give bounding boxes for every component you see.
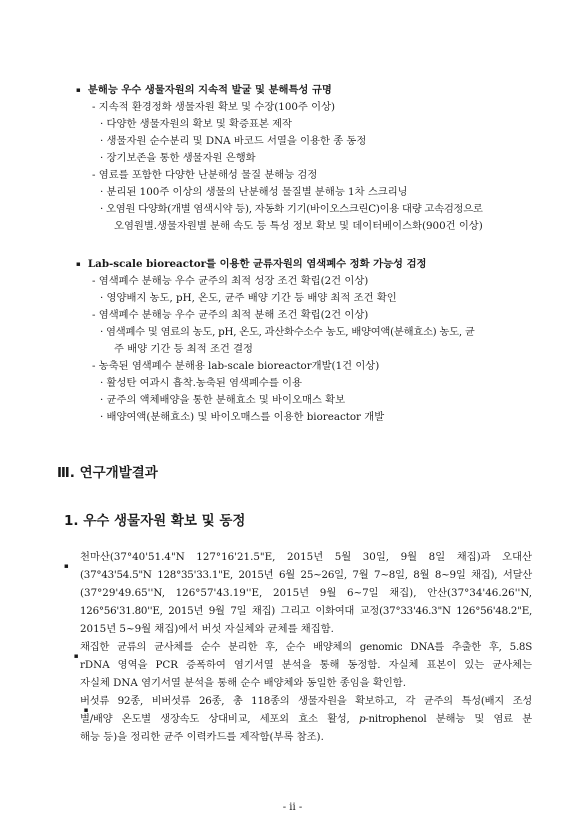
text-line: 자실체 DNA 염기서열 분석을 통해 순수 배양체와 동일한 종임을 확인함. (80, 677, 406, 689)
text-line: · 장기보존을 통한 생물자원 은행화 (100, 152, 256, 164)
text-line: · 영양배지 농도, pH, 온도, 균주 배양 기간 등 배양 최적 조건 확인 (100, 292, 397, 304)
square-bullet-icon: ▪ (73, 652, 79, 660)
text-line: · 다양한 생물자원의 확보 및 확증표본 제작 (100, 118, 293, 130)
text-line: - 농축된 염색폐수 분해용 lab-scale bioreactor개발(1건 이상) (92, 360, 380, 372)
text-line: · 분리된 100주 이상의 생물의 난분해성 물질별 분해능 1차 스크리닝 (100, 186, 408, 198)
text-line: 채집한 균류의 균사체를 순수 분리한 후, 순수 배양체의 genomic DNA를 추출한 후, 5.8S (80, 641, 532, 653)
square-bullet-icon: ▪ (83, 706, 89, 714)
section1-title: 분해능 우수 생물자원의 지속적 발굴 및 분해특성 규명 (87, 84, 332, 96)
subsection-title: 1. 우수 생물자원 확보 및 동정 (64, 513, 246, 529)
text-line: - 염색폐수 분해능 우수 균주의 최적 분해 조건 확립(2건 이상) (92, 309, 369, 321)
text-line: - 지속적 환경정화 생물자원 확보 및 수장(100주 이상) (92, 101, 336, 113)
square-bullet-icon: ▪ (64, 562, 69, 570)
text-line: rDNA 영역을 PCR 증폭하여 염기서열 분석을 통해 동정함. 자실체 표본이 있는 균사체는 (80, 659, 532, 671)
text-line: 해능 등)을 정리한 균주 이력카드를 제작함(부록 참조). (80, 731, 324, 743)
text-line: 천마산(37°40'51.4"N 127°16'21.5"E, 2015년 5월 30일, 9월 8일 채집)과 오대산 (80, 551, 532, 563)
text-line: · 배양여액(분해효소) 및 바이오매스를 이용한 bioreactor 개발 (100, 411, 385, 423)
text-line: (37°29'49.65''N, 126°57'43.19''E, 2015년 9월 6~7일 채집), 안산(37°34'46.26''N, (80, 587, 532, 599)
section1-heading (76, 84, 332, 97)
text-line: · 균주의 액체배양을 통한 분해효소 및 바이오매스 확보 (100, 394, 346, 406)
text-line: 버섯류 92종, 비버섯류 26종, 총 118종의 생물자원을 확보하고, 각 균주의 특성(배지 조성 (80, 695, 532, 707)
section2-heading (76, 258, 426, 271)
text-line: · 오염원 다양화(개별 염색시약 등), 자동화 기기(바이오스크린C)이용 대량 고속검정으로 (100, 203, 483, 215)
chapter-title: Ⅲ. 연구개발결과 (57, 465, 158, 481)
page-number: - ii - (282, 802, 303, 813)
text-line: - 염색폐수 분해능 우수 균주의 최적 성장 조건 확립(2건 이상) (92, 275, 369, 287)
text-line: 2015년 5~9월 채집)에서 버섯 자실체와 균체를 채집함. (80, 623, 334, 635)
text-line: 주 배양 기간 등 최적 조건 결정 (114, 343, 253, 355)
text-line: 126°56'31.80''E, 2015년 9월 7일 채집) 그리고 이화여대 교정(37°33'46.3"N 126°56'48.2"E, (80, 605, 532, 617)
square-bullet-icon: ▪ (76, 85, 81, 94)
text-line: - 염료를 포함한 다양한 난분해성 물질 분해능 검정 (92, 169, 318, 181)
square-bullet-icon: ▪ (76, 259, 81, 268)
text-line: · 염색폐수 및 염료의 농도, pH, 온도, 과산화수소수 농도, 배양여액(분해효소) 농도, 균 (100, 326, 475, 338)
text-line: (37°43'54.5"N 128°35'33.1"E, 2015년 6월 25~26일, 7월 7~8일, 8월 8~9일 채집), 서달산 (80, 569, 532, 581)
text-line: 별/배양 온도별 생장속도 상대비교, 세포외 효소 활성, p-nitrophenol 분해능 및 염료 분 (80, 713, 532, 725)
text-line: · 활성탄 여과시 흡착.농축된 염색폐수를 이용 (100, 377, 302, 389)
text-line: · 생물자원 순수분리 및 DNA 바코드 서열을 이용한 종 동정 (100, 135, 367, 147)
text-line: 오염원별.생물자원별 분해 속도 등 특성 정보 확보 및 데이터베이스화(900건 이상) (114, 220, 483, 232)
section2-title: Lab-scale bioreactor를 이용한 균류자원의 염색폐수 정화 가능성 검정 (87, 258, 427, 270)
